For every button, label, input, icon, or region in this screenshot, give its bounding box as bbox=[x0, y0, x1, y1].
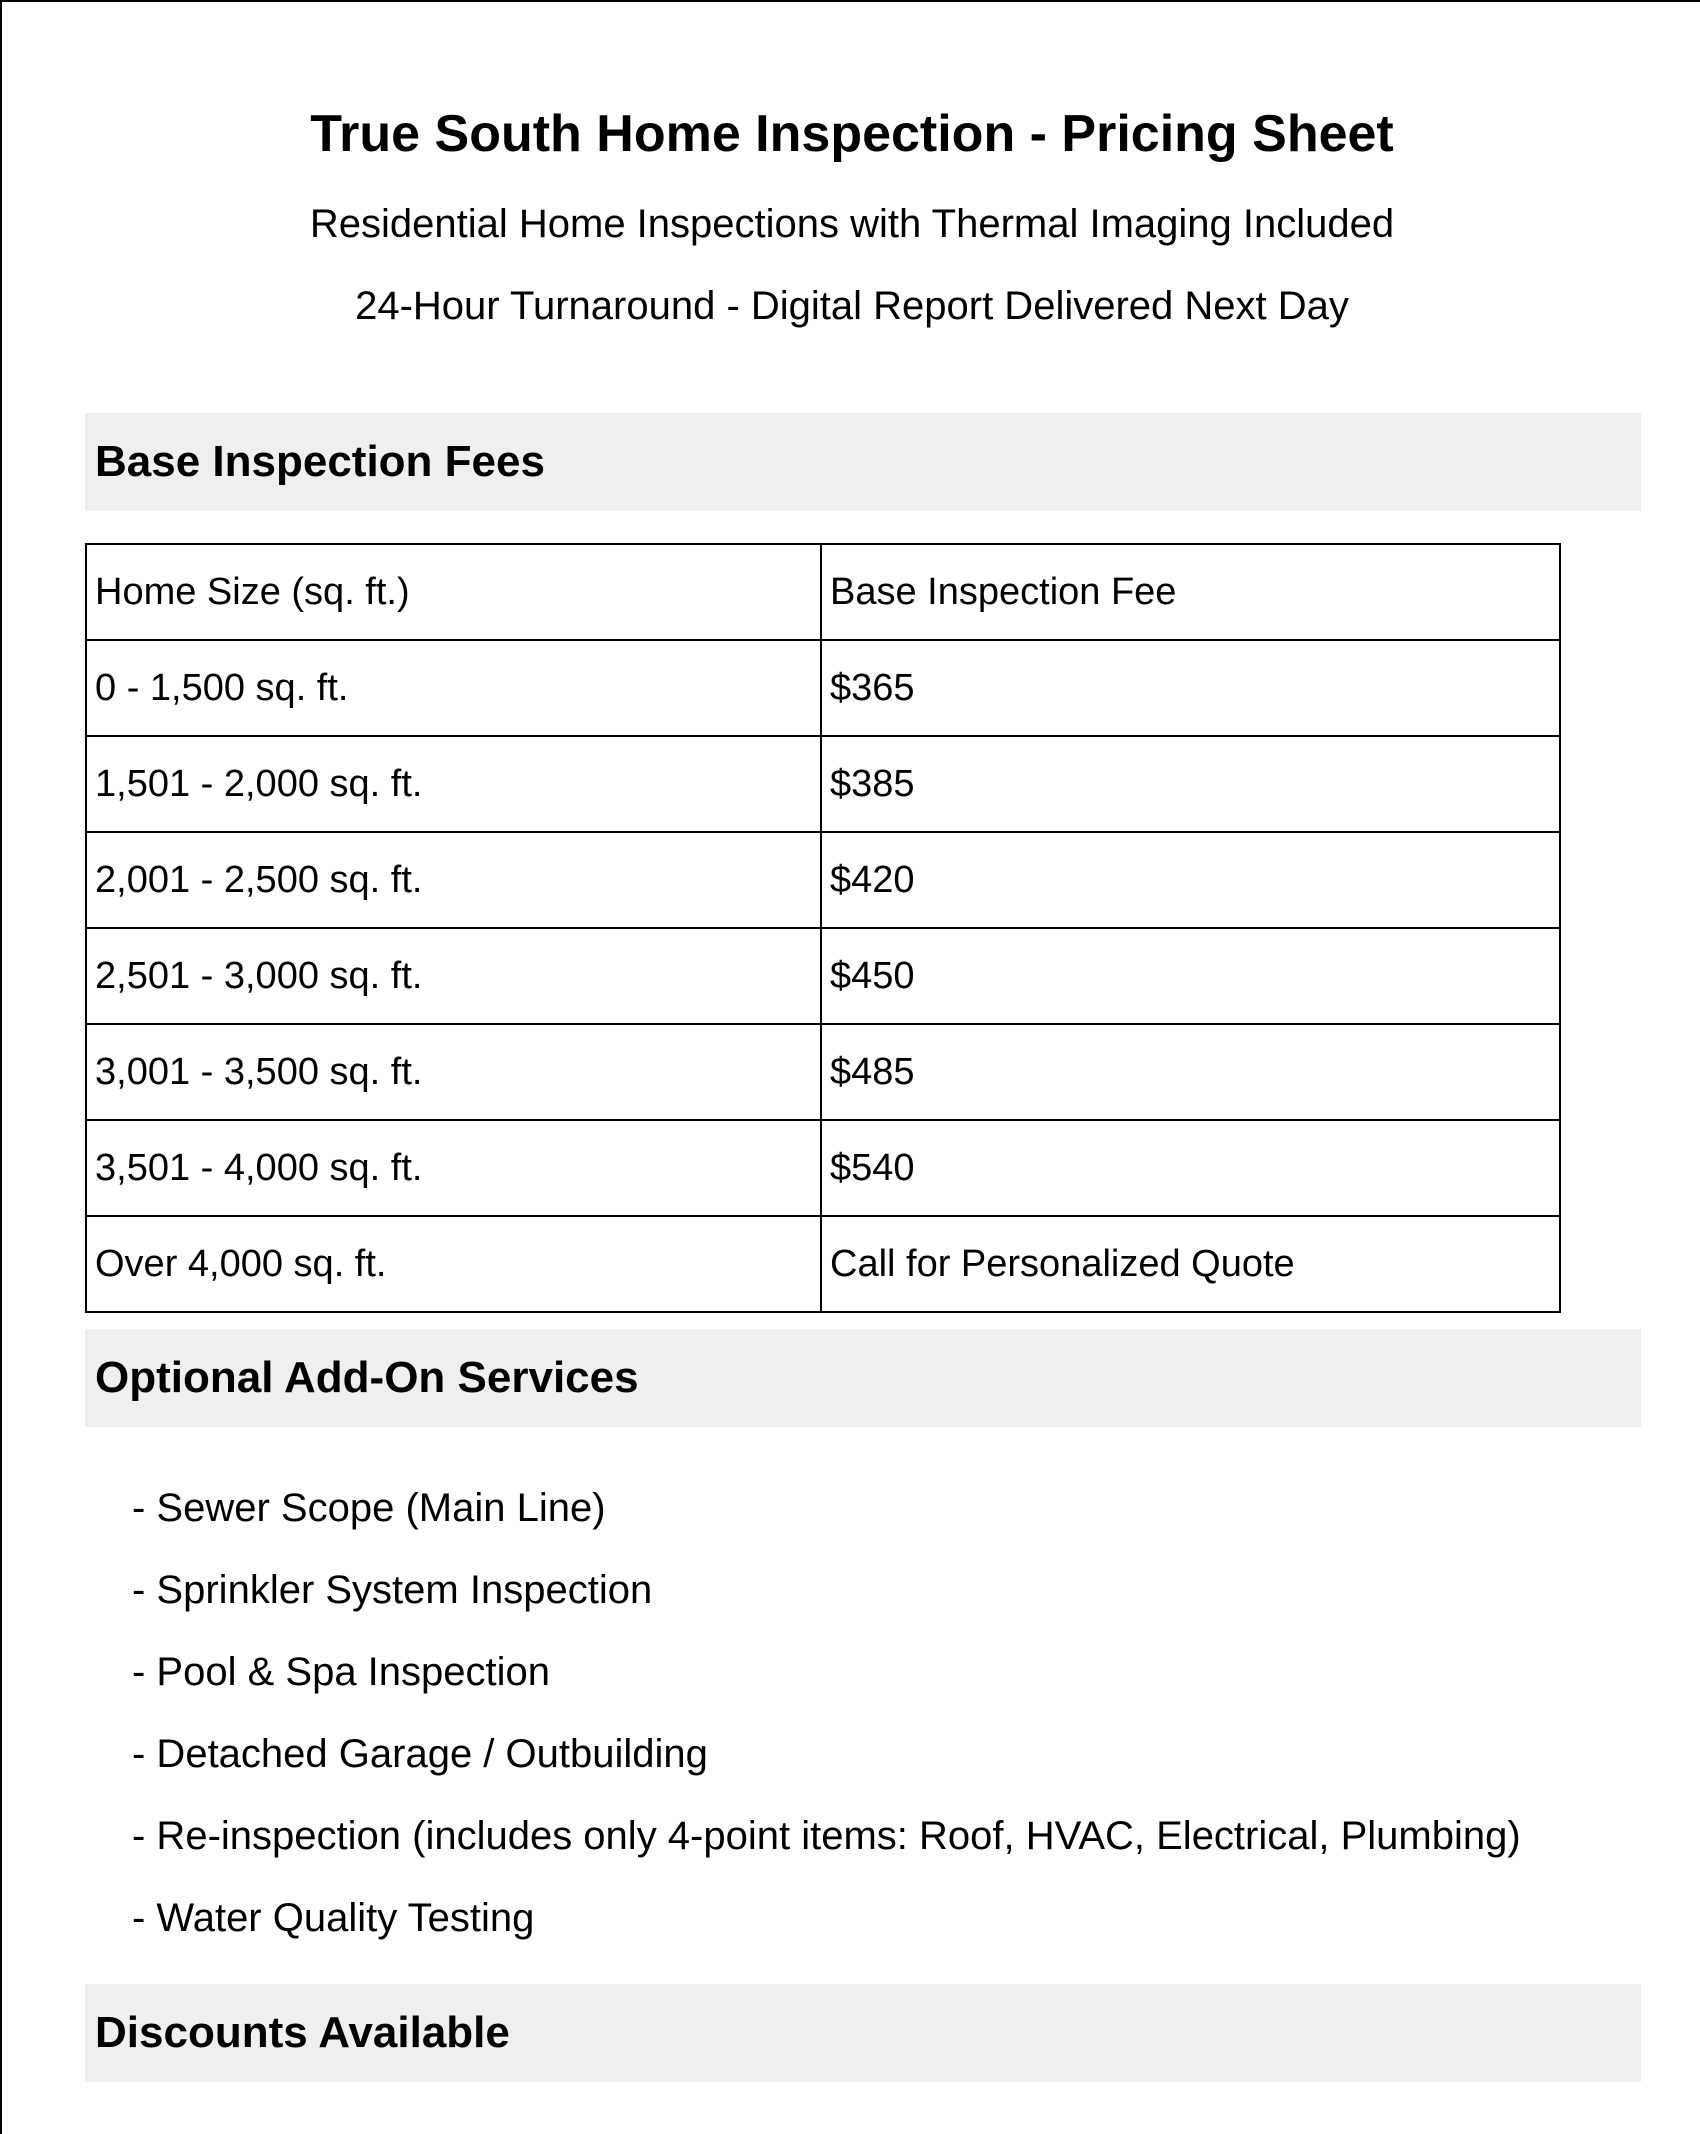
add-on-services-list bbox=[132, 1467, 1521, 1959]
page-subtitle-thermal: Residential Home Inspections with Thermal Imaging Included bbox=[309, 202, 1395, 246]
list-item: - Pool & Spa Inspection bbox=[132, 1650, 551, 1694]
table-header-row bbox=[86, 544, 1560, 640]
fee-cell: $385 bbox=[821, 736, 1560, 832]
column-header-base-fee: Base Inspection Fee bbox=[821, 544, 1560, 640]
list-item: - Detached Garage / Outbuilding bbox=[132, 1732, 708, 1776]
table-row bbox=[86, 640, 1560, 736]
home-size-cell: Over 4,000 sq. ft. bbox=[86, 1216, 821, 1312]
page-title: True South Home Inspection - Pricing Sheet bbox=[310, 105, 1394, 163]
section-heading-base-fees: Base Inspection Fees bbox=[85, 413, 1641, 511]
section-heading-add-ons: Optional Add-On Services bbox=[85, 1329, 1641, 1427]
fee-cell: $420 bbox=[821, 832, 1560, 928]
list-item: - Sewer Scope (Main Line) bbox=[132, 1486, 606, 1530]
section-heading-discounts: Discounts Available bbox=[85, 1984, 1641, 2082]
fee-cell: $450 bbox=[821, 928, 1560, 1024]
list-item: - Re-inspection (includes only 4-point items: Roof, HVAC, Electrical, Plumbing) bbox=[132, 1814, 1521, 1858]
home-size-cell: 2,001 - 2,500 sq. ft. bbox=[86, 832, 821, 928]
page-subtitle-turnaround: 24-Hour Turnaround - Digital Report Delivered Next Day bbox=[355, 284, 1349, 328]
base-fees-table bbox=[85, 543, 1561, 1313]
home-size-cell: 3,501 - 4,000 sq. ft. bbox=[86, 1120, 821, 1216]
list-item: - Water Quality Testing bbox=[132, 1896, 535, 1940]
fee-cell: $540 bbox=[821, 1120, 1560, 1216]
home-size-cell: 2,501 - 3,000 sq. ft. bbox=[86, 928, 821, 1024]
fee-cell: $485 bbox=[821, 1024, 1560, 1120]
table-row bbox=[86, 1024, 1560, 1120]
home-size-cell: 1,501 - 2,000 sq. ft. bbox=[86, 736, 821, 832]
fee-cell: Call for Personalized Quote bbox=[821, 1216, 1560, 1312]
table-row bbox=[86, 832, 1560, 928]
table-row bbox=[86, 736, 1560, 832]
column-header-home-size: Home Size (sq. ft.) bbox=[86, 544, 821, 640]
home-size-cell: 3,001 - 3,500 sq. ft. bbox=[86, 1024, 821, 1120]
table-row bbox=[86, 928, 1560, 1024]
home-size-cell: 0 - 1,500 sq. ft. bbox=[86, 640, 821, 736]
table-row bbox=[86, 1120, 1560, 1216]
table-row bbox=[86, 1216, 1560, 1312]
list-item: - Sprinkler System Inspection bbox=[132, 1568, 653, 1612]
fee-cell: $365 bbox=[821, 640, 1560, 736]
